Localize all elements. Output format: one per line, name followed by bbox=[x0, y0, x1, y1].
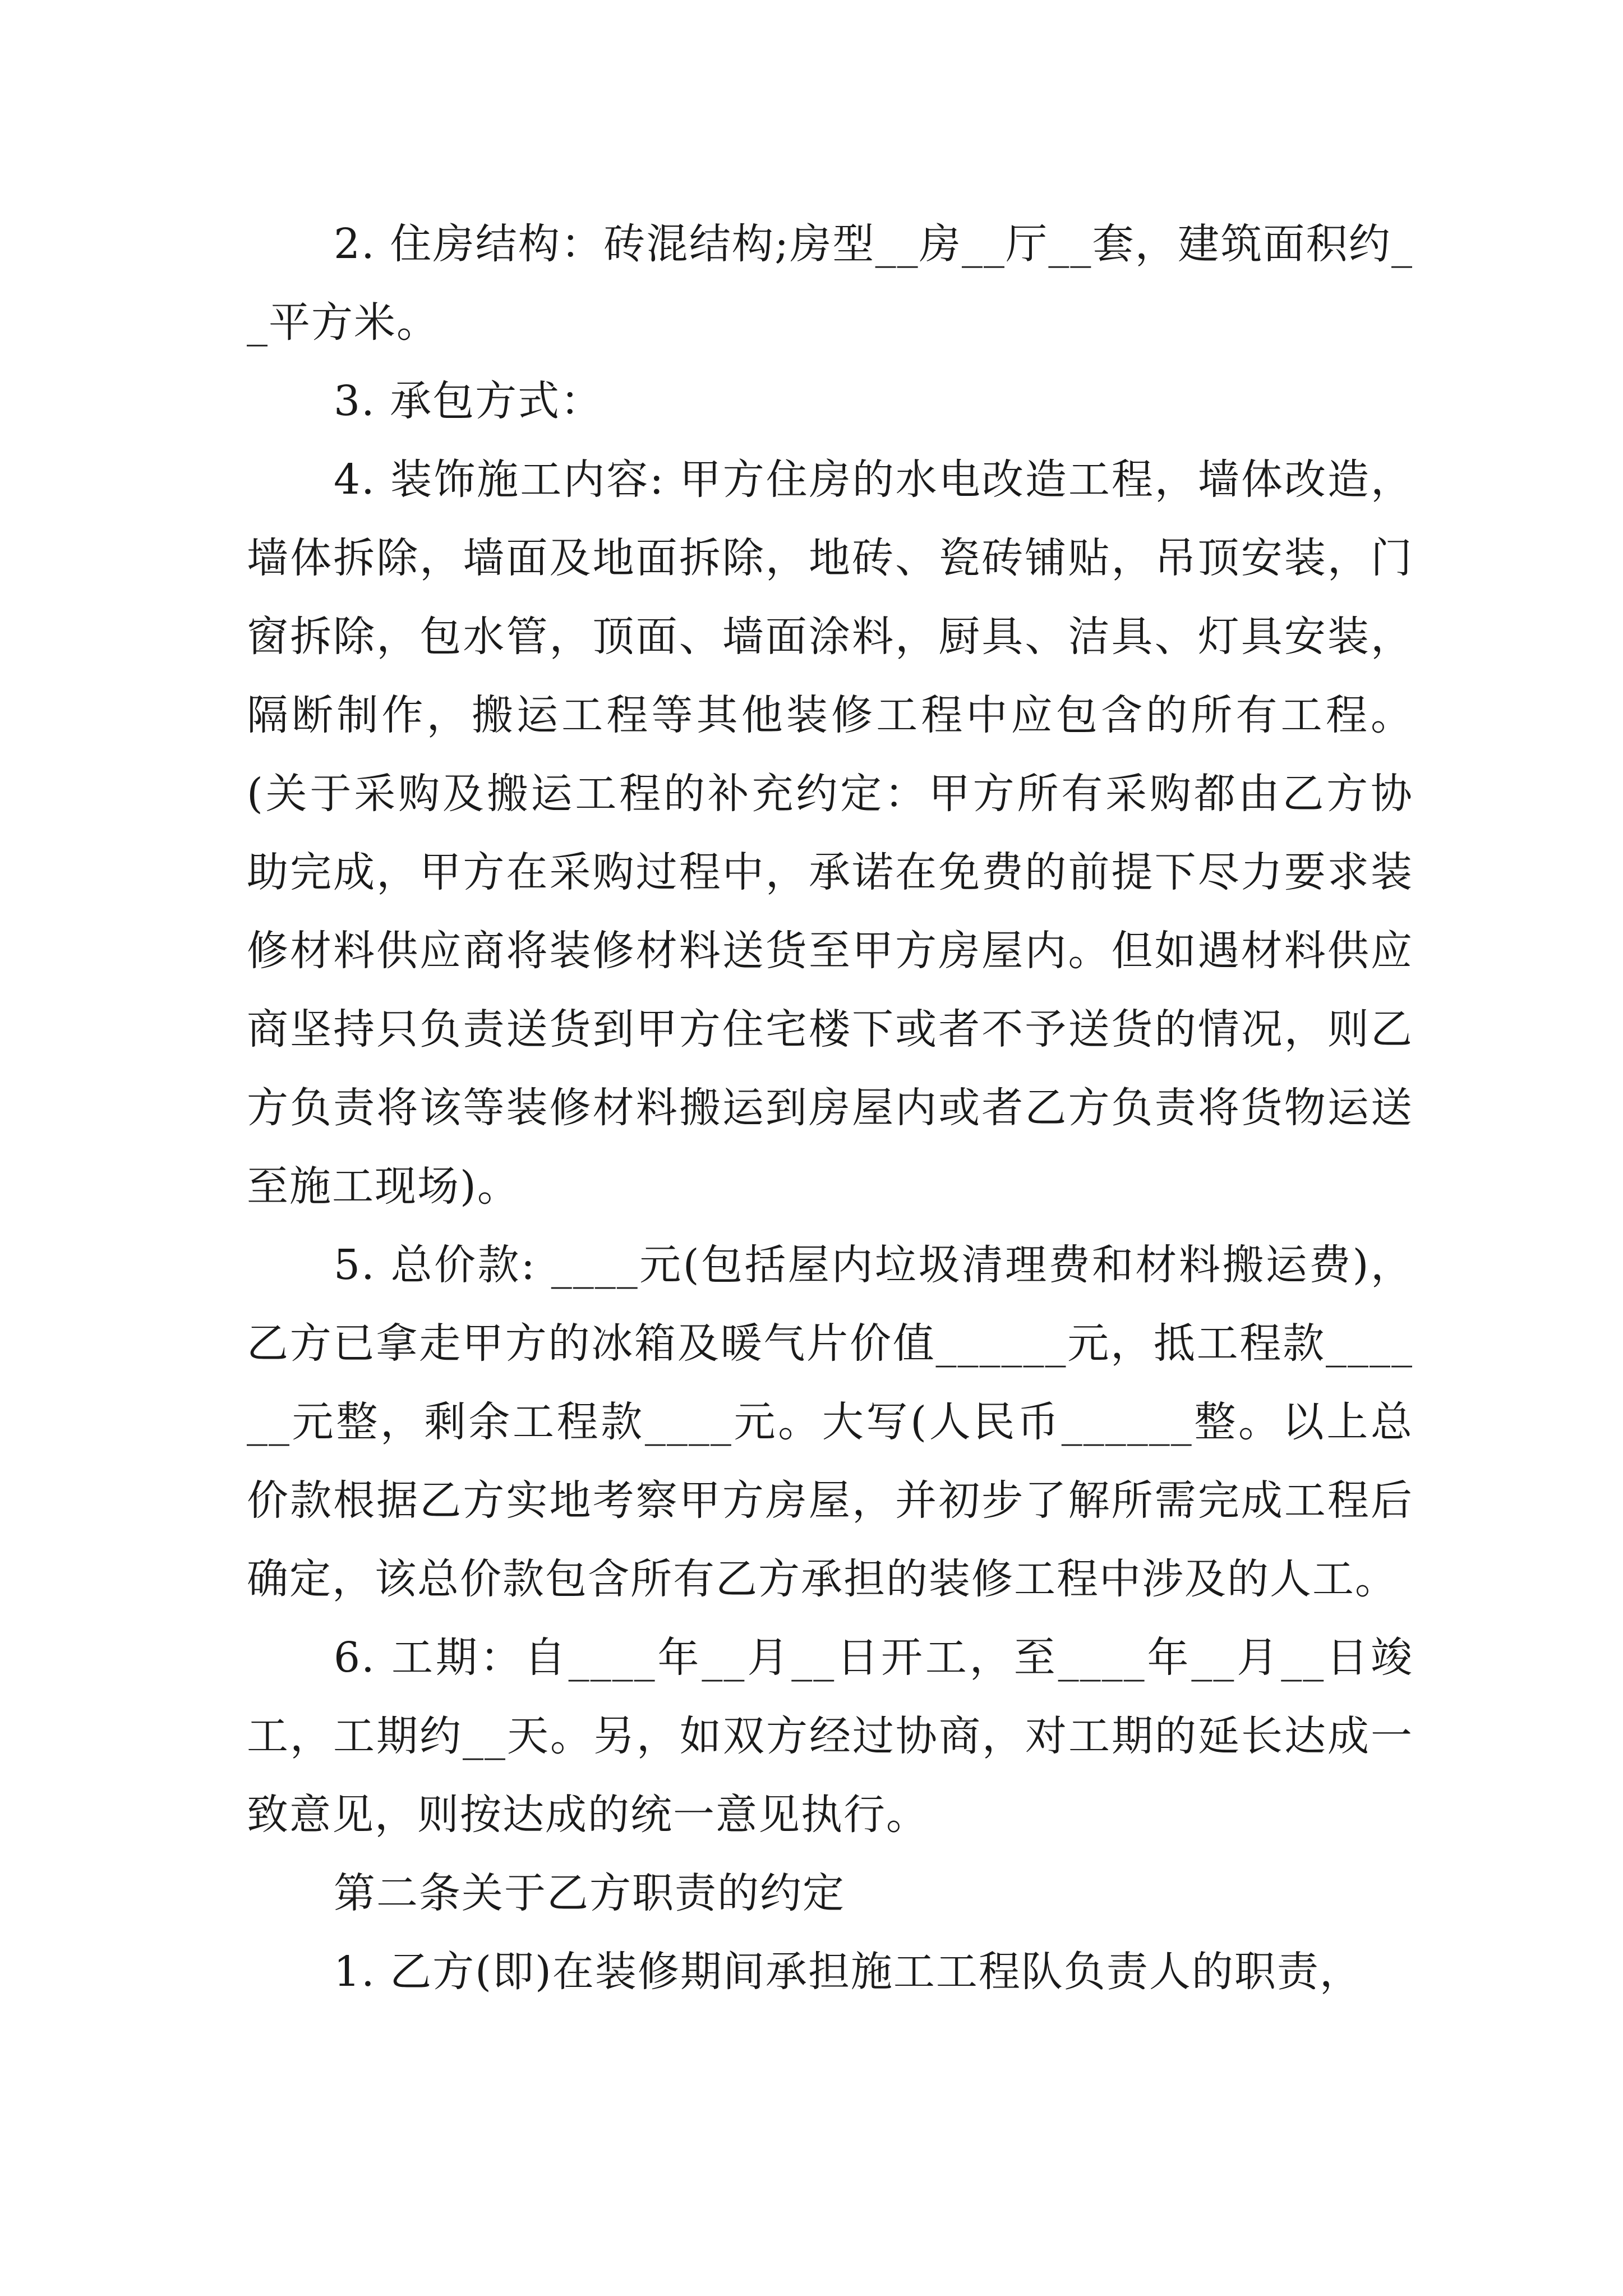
clause-construction-content: 4. 装饰施工内容: 甲方住房的水电改造工程，墙体改造，墙体拆除，墙面及地面拆除，地砖、瓷砖铺贴，吊顶安装，门窗拆除，包水管，顶面、墙面涂料，厨具、洁具、灯具安装，隔断制作，搬运工程等其他装修工程中应包含的所有工程。(关于采购及搬运工程的补充约定：甲方所有采购都由乙方协助完成，甲方在采购过程中，承诺在免费的前提下尽力要求装修材料供应商将装修材料送货至甲方房屋内。但如遇材料供应商坚持只负责送货到甲方住宅楼下或者不予送货的情况，则乙方负责将该等装修材料搬运到房屋内或者乙方负责将货物运送至施工现场)。 bbox=[247, 455, 1413, 1211]
clause-party-b-responsibility: 1. 乙方(即)在装修期间承担施工工程队负责人的职责， bbox=[334, 1948, 1362, 1996]
clause-construction-period: 6. 工期：自____年__月__日开工，至____年__月__日竣工，工期约__天。另，如双方经过协商，对工期的延长达成一致意见，则按达成的统一意见执行。 bbox=[247, 1634, 1413, 1839]
clause-contract-method: 3. 承包方式： bbox=[334, 377, 603, 425]
clause-housing-structure: 2. 住房结构：砖混结构;房型__房__厅__套，建筑面积约__平方米。 bbox=[247, 220, 1413, 347]
clause-total-price: 5. 总价款: ____元(包括屋内垃圾清理费和材料搬运费)，乙方已拿走甲方的冰箱及暖气片价值______元，抵工程款______元整，剩余工程款____元。大写(人民币______整。以上总价款根据乙方实地考察甲方房屋，并初步了解所需完成工程后确定，该总价款包含所有乙方承担的装修工程中涉及的人工。 bbox=[247, 1241, 1413, 1603]
contract-body bbox=[247, 205, 1413, 2011]
section-heading-party-b-duties: 第二条关于乙方职责的约定 bbox=[334, 1869, 845, 1917]
